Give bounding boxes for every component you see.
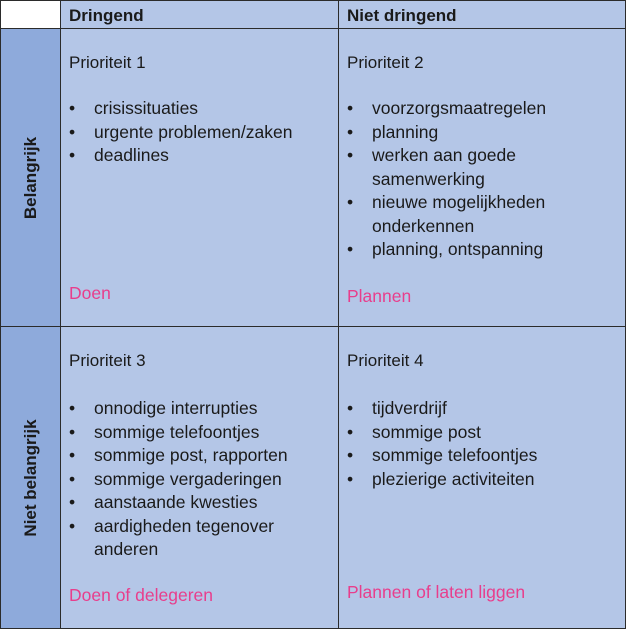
quadrant-list	[69, 397, 319, 562]
bullet-icon: •	[69, 515, 76, 536]
list-item-text: sommige telefoontjes	[94, 421, 260, 442]
quadrant-priority-2	[338, 28, 626, 327]
bullet-icon: •	[347, 98, 354, 118]
quadrant-priority-3	[60, 326, 339, 629]
quadrant-priority-4	[338, 326, 626, 629]
row-label-important: Belangrijk	[20, 136, 40, 219]
list-item-text: sommige post	[372, 421, 481, 442]
bullet-icon: •	[69, 98, 76, 118]
list-item	[347, 421, 537, 445]
list-item-text: tijdverdrijf	[372, 398, 447, 418]
list-item	[347, 121, 577, 145]
column-header-not-urgent: Niet dringend	[338, 0, 626, 29]
list-item	[69, 421, 319, 445]
list-item	[69, 97, 292, 121]
quadrant-title: Prioriteit 2	[347, 53, 424, 72]
bullet-icon: •	[347, 121, 354, 142]
list-item-text: urgente problemen/zaken	[94, 121, 293, 142]
list-item	[69, 491, 319, 515]
list-item	[69, 468, 319, 492]
list-item	[347, 97, 577, 121]
list-item-text: werken aan goede samenwerking	[372, 145, 516, 189]
list-item-text: planning	[372, 121, 439, 142]
bullet-icon: •	[69, 492, 76, 512]
list-item	[347, 397, 537, 421]
quadrant-list	[347, 397, 537, 491]
list-item-text: voorzorgsmaatregelen	[372, 98, 547, 118]
row-label-not-important: Niet belangrijk	[20, 418, 40, 537]
list-item-text: sommige telefoontjes	[372, 445, 538, 465]
bullet-icon: •	[69, 421, 76, 442]
list-item-text: aanstaande kwesties	[94, 492, 258, 512]
bullet-icon: •	[347, 468, 354, 489]
bullet-icon: •	[69, 121, 76, 142]
quadrant-action: Plannen	[347, 286, 412, 306]
list-item-text: plezierige activiteiten	[372, 468, 535, 489]
row-header-not-important	[0, 326, 61, 629]
quadrant-priority-1	[60, 28, 339, 327]
quadrant-action: Doen	[69, 283, 111, 303]
quadrant-action: Plannen of laten liggen	[347, 582, 526, 602]
quadrant-title: Prioriteit 1	[69, 53, 146, 72]
list-item	[347, 444, 537, 468]
column-header-urgent: Dringend	[60, 0, 339, 29]
bullet-icon: •	[69, 468, 76, 489]
list-item	[69, 121, 292, 145]
list-item-text: onnodige interrupties	[94, 398, 258, 418]
list-item	[347, 468, 537, 492]
bullet-icon: •	[69, 145, 76, 165]
list-item-text: planning, ontspanning	[372, 239, 544, 259]
quadrant-list	[347, 97, 577, 262]
bullet-icon: •	[69, 398, 76, 418]
list-item-text: crisissituaties	[94, 98, 199, 118]
bullet-icon: •	[347, 398, 354, 418]
bullet-icon: •	[347, 421, 354, 442]
list-item	[347, 238, 577, 262]
bullet-icon: •	[347, 145, 354, 165]
list-item-text: sommige vergaderingen	[94, 468, 282, 489]
list-item	[69, 144, 292, 168]
list-item	[347, 144, 577, 191]
bullet-icon: •	[69, 445, 76, 465]
quadrant-list	[69, 97, 292, 168]
list-item	[69, 444, 319, 468]
bullet-icon: •	[347, 192, 354, 212]
list-item-text: sommige post, rapporten	[94, 445, 288, 465]
list-item-text: deadlines	[94, 145, 169, 165]
list-item-text: aardigheden tegenover anderen	[94, 515, 275, 559]
list-item	[69, 515, 319, 562]
list-item	[347, 191, 577, 238]
quadrant-title: Prioriteit 3	[69, 351, 146, 370]
row-header-important	[0, 28, 61, 327]
list-item-text: nieuwe mogelijkheden onderkennen	[372, 192, 546, 236]
list-item	[69, 397, 319, 421]
quadrant-title: Prioriteit 4	[347, 351, 424, 370]
bullet-icon: •	[347, 239, 354, 259]
quadrant-action: Doen of delegeren	[69, 585, 213, 605]
corner-cell	[0, 0, 61, 29]
bullet-icon: •	[347, 445, 354, 465]
